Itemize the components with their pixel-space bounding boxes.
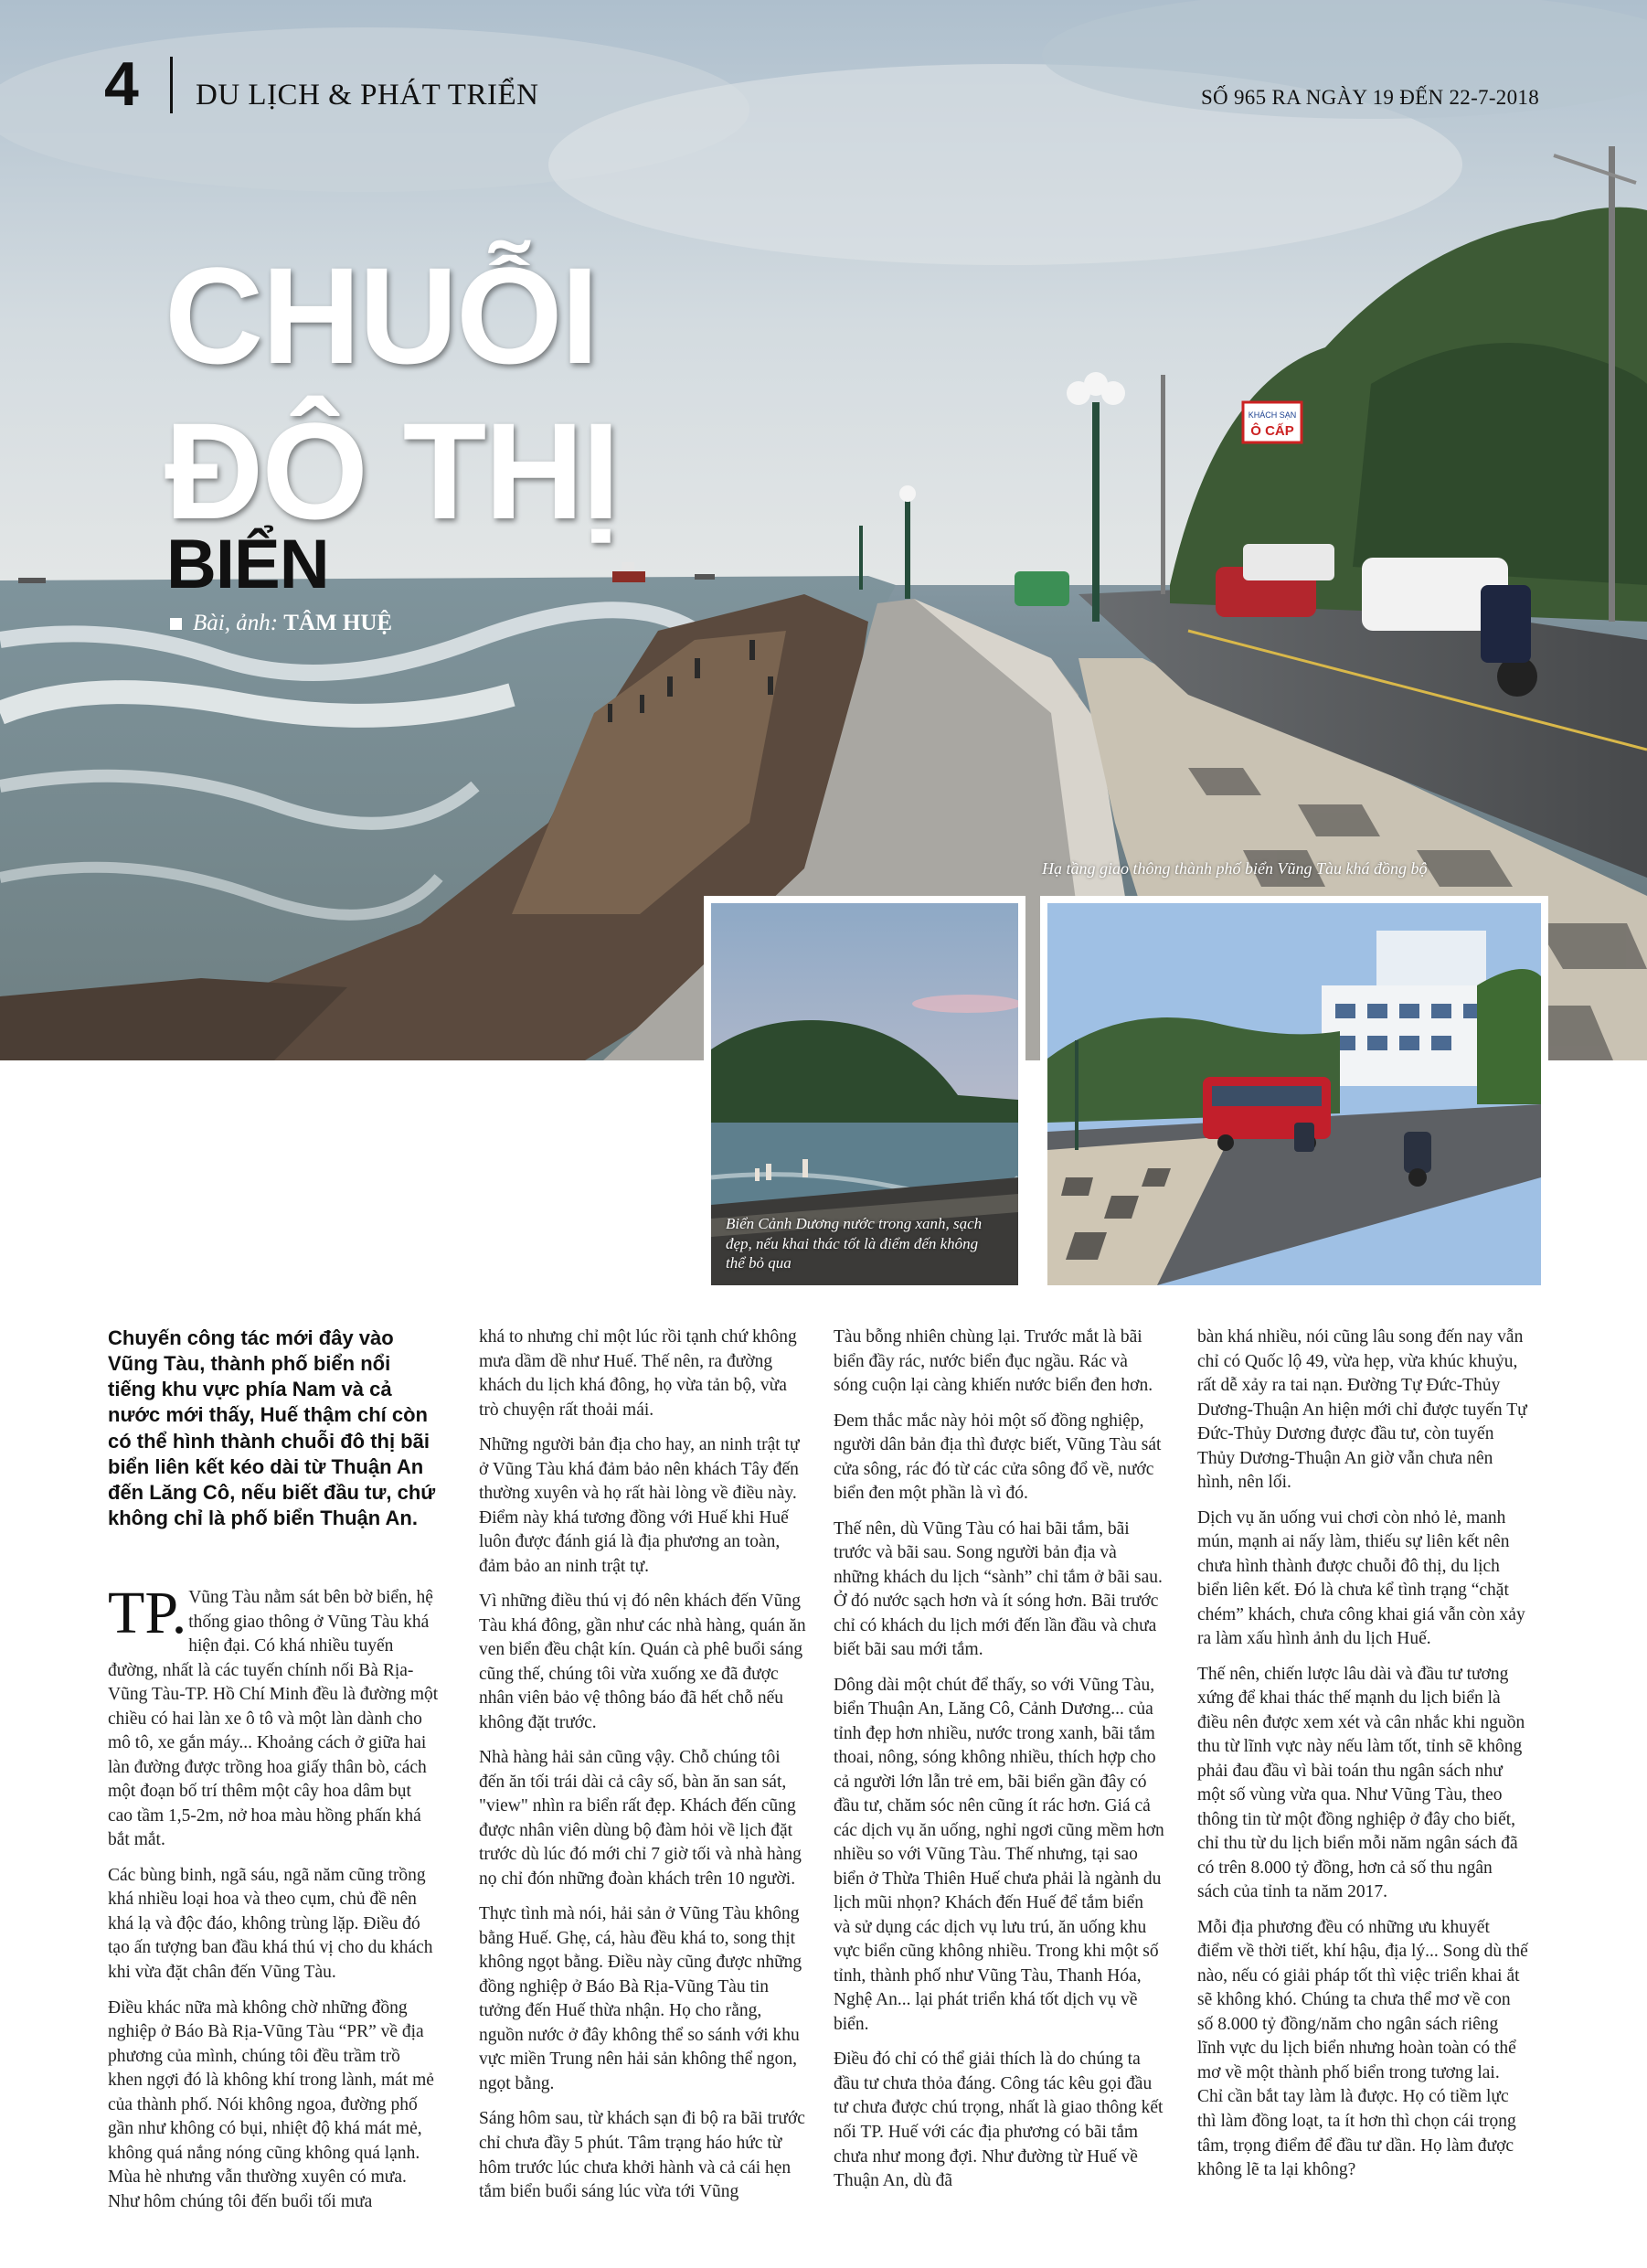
- article-paragraph: Nhà hàng hải sản cũng vậy. Chỗ chúng tôi đến ăn tối trái dài cả cây số, bàn ăn san sát, "view" nhìn ra biển rất đẹp. Khách đến cũng được nhân viên dùng bộ đàm hỏi về lịch đặt trước dù lúc đó mới chỉ 7 giờ tối và nhà hàng nọ chỉ đón những đoàn khách trên 10 người.: [479, 1748, 802, 1889]
- article-paragraph: Điều đó chỉ có thể giải thích là do chúng ta đầu tư chưa thỏa đáng. Công tác kêu gọi đầu tư chưa được chú trọng, nhất là giao thông kết nối TP. Huế với các địa phương có bãi tắm chưa như mong đợi. Như đường từ Huế về Thuận An, dù đã: [834, 2050, 1164, 2191]
- headline-line-1: CHUỖI: [165, 239, 598, 392]
- article-paragraph: Đem thắc mắc này hỏi một số đồng nghiệp, người dân bản địa thì được biết, Vũng Tàu sát cửa sông, rác đó từ các cửa sông đổ về, nước biển đen một phần là vì đó.: [834, 1411, 1162, 1504]
- byline-prefix: Bài, ảnh:: [193, 611, 279, 635]
- header-divider: [170, 57, 173, 113]
- article-paragraph: Dịch vụ ăn uống vui chơi còn nhỏ lẻ, manh mún, mạnh ai nấy làm, thiếu sự liên kết nên chưa hình thành được chuỗi đô thị, du lịch biển liên kết. Đó là chưa kể tình trạng “chặt chém” khách, chưa công khai giá vẫn còn xảy ra làm xấu hình ảnh du lịch Huế.: [1197, 1507, 1525, 1649]
- issue-info: SỐ 965 RA NGÀY 19 ĐẾN 22-7-2018: [1200, 86, 1539, 109]
- inset-photo-street: [1040, 896, 1548, 1293]
- article-paragraph: Sáng hôm sau, từ khách sạn đi bộ ra bãi trước chỉ chưa đầy 5 phút. Tâm trạng háo hức từ hôm trước lúc chưa khởi hành và cả cái hẹn tắm biển buổi sáng lúc vừa tới Vũng: [479, 2109, 805, 2202]
- article-paragraph: Điều khác nữa mà không chờ những đồng nghiệp ở Báo Bà Rịa-Vũng Tàu “PR” về địa phương của mình, chúng tôi đều trầm trồ khen ngợi đó là không khí trong lành, mát mẻ của thành phố. Nói không ngoa, đường phố gần như không có bụi, nhiệt độ khá mát mẻ, không quá nắng nóng cũng không quá lạnh. Mùa hè nhưng vẫn thường xuyên có mưa. Như hôm chúng tôi đến buổi tối mưa: [108, 1997, 434, 2211]
- street-illustration: [1047, 903, 1541, 1285]
- article-column-4: [1197, 1326, 1528, 2194]
- byline: [170, 611, 392, 636]
- inset-photo-beach: [704, 896, 1025, 1293]
- article-column-1: [108, 1326, 439, 2225]
- article-column-3: [834, 1326, 1164, 2205]
- article-paragraph: [108, 1580, 439, 1853]
- article-paragraph: Mỗi địa phương đều có những ưu khuyết điểm về thời tiết, khí hậu, địa lý... Song dù thế nào, nếu có giải pháp tốt thì việc triển khai ắt sẽ không khó. Chúng ta chưa thể mơ về con số 8.000 tỷ đồng/năm cho ngân sách riêng lĩnh vực du lịch biển nhưng hoàn toàn có thể mơ về một thành phố biển trong tương lai. Chỉ cần bắt tay làm là được. Họ có tiềm lực thì làm đồng loạt, ta ít hơn thì chọn cái trọng tâm, trọng điểm để đầu tư dần. Họ làm được không lẽ ta lại không?: [1197, 1917, 1528, 2180]
- article-paragraph: Thế nên, dù Vũng Tàu có hai bãi tắm, bãi trước và bãi sau. Song người bản địa và những khách du lịch “sành” chỉ tắm ở bãi sau. Ở đó nước sạch hơn và ít sóng hơn. Bãi trước chỉ có khách du lịch mới đến lần đầu và chưa biết bãi sau mới tắm.: [834, 1518, 1163, 1660]
- main-photo-caption: Hạ tầng giao thông thành phố biển Vũng Tàu khá đồng bộ: [1042, 859, 1428, 878]
- article-paragraph: Tàu bỗng nhiên chùng lại. Trước mắt là bãi biển đầy rác, nước biển đục ngầu. Rác và sóng cuộn lại càng khiến nước biển đen hơn.: [834, 1327, 1153, 1396]
- beach-photo-caption: Biển Cảnh Dương nước trong xanh, sạch đẹp, nếu khai thác tốt là điểm đến không thể bỏ qua: [726, 1215, 983, 1272]
- byline-author: TÂM HUỆ: [283, 611, 393, 635]
- article-paragraph: Thực tình mà nói, hải sản ở Vũng Tàu không bằng Huế. Ghẹ, cá, hàu đều khá to, song thịt không ngọt bằng. Điều này cũng được những đồng nghiệp ở Báo Bà Rịa-Vũng Tàu tin tưởng đến Huế thừa nhận. Họ cho rằng, nguồn nước ở đây không thể so sánh với khu vực miền Trung nên hải sản không thể ngon, ngọt bằng.: [479, 1904, 802, 2093]
- dropcap: TP.: [108, 1580, 187, 1647]
- svg-text:KHÁCH SẠN: KHÁCH SẠN: [1248, 410, 1297, 420]
- article-paragraph: Các bùng binh, ngã sáu, ngã năm cũng trồng khá nhiều loại hoa và theo cụm, chủ đề nên khá lạ và độc đáo, không trùng lặp. Điều đó tạo ấn tượng ban đầu khá thú vị cho du khách khi vừa đặt chân đến Vũng Tàu.: [108, 1865, 433, 1982]
- section-title: DU LỊCH & PHÁT TRIỂN: [196, 79, 539, 112]
- paragraph-text: Vũng Tàu nằm sát bên bờ biển, hệ thống giao thông ở Vũng Tàu khá hiện đại. Có khá nhiều tuyến đường, nhất là các tuyến chính nối Bà Rịa-Vũng Tàu-TP. Hồ Chí Minh đều là đường một chiều có hai làn xe ô tô và một làn dành cho mô tô, xe gắn máy... Khoảng cách ở giữa hai làn đường được trồng hoa giấy thân bò, cách một đoạn bố trí thêm một cây hoa dâm bụt cao tầm 1,5-2m, nở hoa màu hồng phấn khá bắt mắt.: [108, 1588, 439, 1850]
- article-paragraph: Thế nên, chiến lược lâu dài và đầu tư tương xứng để khai thác thế mạnh du lịch biển là điều nên được xem xét và cân nhắc khi nguồn thu từ lĩnh vực này nếu làm tốt, tỉnh sẽ không phải đau đầu vì bài toán thu ngân sách như một số vùng vừa qua. Như Vũng Tàu, theo thông tin từ một đồng nghiệp ở đây cho biết, chỉ thu từ du lịch biển mỗi năm ngân sách đã có trên 8.000 tỷ đồng, hơn cả số thu ngân sách của tỉnh ta năm 2017.: [1197, 1664, 1525, 1902]
- headline-line-2: ĐÔ THỊ: [165, 394, 619, 548]
- bullet-square-icon: [170, 618, 182, 630]
- article-paragraph: Những người bản địa cho hay, an ninh trật tự ở Vũng Tàu khá đảm bảo nên khách Tây đến thường xuyên và họ rất hài lòng về điều này. Điểm này khá tương đồng với Huế khi Huế luôn được đánh giá là địa phương an toàn, đảm bảo an ninh trật tự.: [479, 1435, 800, 1576]
- page-number: 4: [104, 49, 139, 119]
- article-paragraph: Vì những điều thú vị đó nên khách đến Vũng Tàu khá đông, gần như các nhà hàng, quán ăn ven biển đều chật kín. Quán cà phê buổi sáng cũng thế, chúng tôi vừa xuống xe đã được nhân viên bảo vệ thông báo đã hết chỗ nếu không đặt trước.: [479, 1592, 806, 1732]
- svg-text:Ô CẤP: Ô CẤP: [1250, 423, 1294, 439]
- article-column-2: [479, 1326, 810, 2216]
- article-lead: Chuyến công tác mới đây vào Vũng Tàu, thành phố biển nổi tiếng khu vực phía Nam và cả nước mới thấy, Huế thậm chí còn có thể hình thành chuỗi đô thị bãi biển liên kết kéo dài từ Thuận An đến Lăng Cô, nếu biết đầu tư, chứ không chỉ là phố biển Thuận An.: [108, 1326, 436, 1530]
- article-paragraph: khá to nhưng chỉ một lúc rồi tạnh chứ không mưa dầm dề như Huế. Thế nên, ra đường khách du lịch khá đông, họ vừa tản bộ, vừa trò chuyện rất thoải mái.: [479, 1327, 797, 1420]
- article-paragraph: bàn khá nhiều, nói cũng lâu song đến nay vẫn chỉ có Quốc lộ 49, vừa hẹp, vừa khúc khuỷu, rất dễ xảy ra tai nạn. Đường Tự Đức-Thủy Dương-Thuận An hiện mới chỉ được tuyến Tự Đức-Thủy Dương được đầu tư, còn tuyến Thủy Dương-Thuận An giờ vẫn chưa nên hình, nên lối.: [1197, 1327, 1527, 1493]
- headline-line-3: BIỂN: [166, 526, 329, 603]
- article-paragraph: Dông dài một chút để thấy, so với Vũng Tàu, biển Thuận An, Lăng Cô, Cảnh Dương... của tỉnh đẹp hơn nhiều, nước trong xanh, bãi tắm thoai, nông, sóng không nhiều, thích hợp cho cả người lớn lẫn trẻ em, bãi biển gần đây có đầu tư, chăm sóc nên cũng ít rác hơn. Giá cả các dịch vụ ăn uống, nghỉ ngơi cũng mềm hơn nhiều so với Vũng Tàu. Thế nhưng, tại sao biển ở Thừa Thiên Huế chưa phải là ngành du lịch mũi nhọn? Khách đến Huế để tắm biển và sử dụng các dịch vụ lưu trú, ăn uống khu vực biển cũng không nhiều. Trong khi một số tỉnh, thành phố như Vũng Tàu, Thanh Hóa, Nghệ An... lại phát triển khá tốt dịch vụ về biển.: [834, 1675, 1164, 2034]
